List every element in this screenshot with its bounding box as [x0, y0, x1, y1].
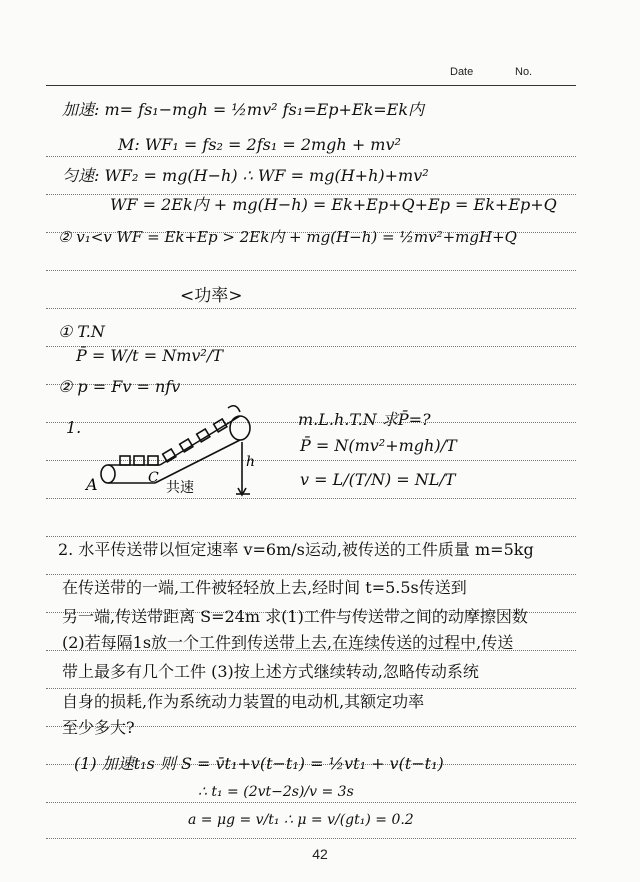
ruled-line	[46, 308, 576, 309]
handwritten-line: 另一端,传送带距离 S=24m 求(1)工件与传送带之间的动摩擦因数	[62, 607, 528, 626]
diagram-label-a: A	[86, 475, 98, 494]
handwritten-line: 至少多大?	[62, 718, 135, 737]
handwritten-line: (1) 加速t₁s 则 S = v̄t₁+v(t−t₁) = ½vt₁ + v(t−t₁)	[74, 754, 444, 773]
handwritten-heading: <功率>	[180, 286, 243, 306]
ruled-line	[46, 688, 576, 689]
no-label: No.	[515, 66, 533, 78]
diagram-label-speed: 共速	[166, 480, 194, 496]
diagram-label-h: h	[246, 454, 256, 470]
handwritten-line: 自身的损耗,作为系统动力装置的电动机,其额定功率	[62, 692, 425, 711]
ruled-line	[46, 838, 576, 839]
header-rule	[46, 85, 576, 86]
handwritten-line: v = L/(T/N) = NL/T	[300, 470, 456, 489]
handwritten-line: 匀速: WF₂ = mg(H−h) ∴ WF = mg(H+h)+mv²	[62, 166, 429, 185]
handwritten-line: ① T.N	[58, 322, 105, 341]
handwritten-line: m.L.h.T.N 求P̄=?	[298, 410, 431, 429]
handwritten-line: ② v₁<v WF = Ek+Ep > 2Ek内 + mg(H−h) = ½mv²+mgH+Q	[58, 228, 517, 246]
handwritten-line: (2)若每隔1s放一个工件到传送带上去,在连续传送的过程中,传送	[62, 633, 514, 652]
ruled-line	[46, 802, 576, 803]
handwritten-line: P̄ = N(mv²+mgh)/T	[300, 436, 457, 455]
handwritten-line: 带上最多有几个工件 (3)按上述方式继续转动,忽略传动系统	[62, 662, 479, 681]
handwritten-line: 1.	[66, 418, 82, 437]
ruled-line	[46, 156, 576, 157]
handwritten-line: 2. 水平传送带以恒定速率 v=6m/s运动,被传送的工件质量 m=5kg	[58, 540, 534, 559]
handwritten-line: M: WF₁ = fs₂ = 2fs₁ = 2mgh + mv²	[118, 135, 401, 154]
handwritten-line: WF = 2Ek内 + mg(H−h) = Ek+Ep+Q+Ep = Ek+Ep+Q	[110, 195, 557, 214]
page-number: 42	[312, 846, 328, 862]
ruled-line	[46, 270, 576, 271]
handwritten-line: ∴ t₁ = (2vt−2s)/v = 3s	[198, 784, 354, 800]
date-label: Date	[450, 66, 474, 78]
handwritten-line: ② p = Fv = nfv	[58, 377, 181, 396]
handwritten-line: 加速: m= fs₁−mgh = ½mv² fs₁=Ep+Ek=Ek内	[62, 100, 425, 119]
handwritten-line: P̄ = W/t = Nmv²/T	[76, 346, 223, 365]
ruled-line	[46, 536, 576, 537]
handwritten-line: a = μg = v/t₁ ∴ μ = v/(gt₁) = 0.2	[188, 812, 414, 828]
handwritten-line: 在传送带的一端,工件被轻轻放上去,经时间 t=5.5s传送到	[62, 578, 467, 597]
conveyor-diagram	[60, 398, 270, 508]
diagram-label-c: C	[148, 470, 159, 486]
ruled-line	[46, 574, 576, 575]
